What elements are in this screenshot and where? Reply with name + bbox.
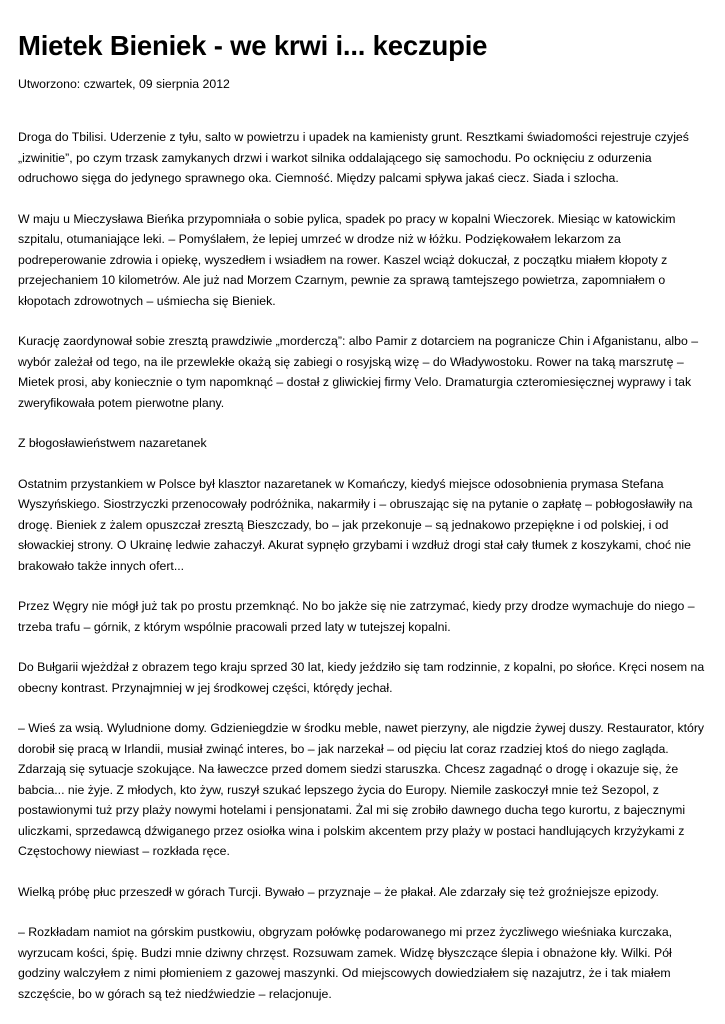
article-body xyxy=(18,127,710,1004)
paragraph: Kurację zaordynował sobie zresztą prawdziwie „morderczą”: albo Pamir z dotarciem na pogranicze Chin i Afganistanu, albo – wybór zależał od tego, na ile przewlekłe okażą się zabiegi o rosyjską wizę – do Władywostoku. Rower na taką marszrutę – Mietek prosi, aby koniecznie o tym napomknąć – dostał z gliwickiej firmy Velo. Dramaturgia czteromiesięcznej wyprawy i tak zweryfikowała potem pierwotne plany. xyxy=(18,334,699,410)
article-title: Mietek Bieniek - we krwi i... keczupie xyxy=(18,30,488,61)
article xyxy=(18,0,710,1024)
paragraph: Przez Węgry nie mógł już tak po prostu przemknąć. No bo jakże się nie zatrzymać, kiedy przy drodze wymachuje do niego – trzeba trafu – górnik, z którym wspólnie pracowali przed laty w tutejszej kopalni. xyxy=(18,599,695,634)
paragraph: – Wieś za wsią. Wyludnione domy. Gdzieniegdzie w środku meble, nawet pierzyny, ale nigdzie żywej duszy. Restaurator, który dorobił się pracą w Irlandii, musiał zwinąć interes, bo – jak narzekał – od pięciu lat coraz rzadziej ktoś do niego zagląda. Zdarzają się sytuacje szokujące. Na ławeczce przed domem siedzi staruszka. Chcesz zagadnąć o drogę i okazuje się, że babcia... nie żyje. Z młodych, kto żyw, ruszył szukać lepszego życia do Europy. Niemile zaskoczył mnie też Sezopol, z postawionymi tuż przy plaży nowymi hotelami i pensjonatami. Żal mi się zrobiło dawnego ducha tego kurortu, z bajecznymi uliczkami, sprzedawcą dźwiganego przez osiołka wina i polskim akcentem przy plaży w postaci handlujących krzyżykami z Częstochowy niewiast – rozkłada ręce. xyxy=(18,721,705,858)
paragraph: Wielką próbę płuc przeszedł w górach Turcji. Bywało – przyznaje – że płakał. Ale zdarzały się też groźniejsze epizody. xyxy=(18,884,659,899)
paragraph: Do Bułgarii wjeżdżał z obrazem tego kraju sprzed 30 lat, kiedy jeździło się tam rodzinnie, z kopalni, po słońce. Kręci nosem na obecny kontrast. Przynajmniej w jej środkowej części, którędy jechał. xyxy=(18,660,705,695)
paragraph: Ostatnim przystankiem w Polsce był klasztor nazaretanek w Komańczy, kiedyś miejsce odosobnienia prymasa Stefana Wyszyńskiego. Siostrzyczki przenocowały podróżnika, nakarmiły i – obruszając się na pytanie o zapłatę – pobłogosławiły na drogę. Bieniek z żalem opuszczał zresztą Bieszczady, bo – jak przekonuje – są jednakowo przepiękne i od polskiej, i od słowackiej strony. O Ukrainę ledwie zahaczył. Akurat sypnęło grzybami i wzdłuż drogi stał cały tłumek z koszykami, choć nie brakowało także innych ofert... xyxy=(18,476,693,573)
paragraph: W maju u Mieczysława Bieńka przypomniała o sobie pylica, spadek po pracy w kopalni Wieczorek. Miesiąc w katowickim szpitalu, otumaniające leki. – Pomyślałem, że lepiej umrzeć w drodze niż w łóżku. Podziękowałem lekarzom za podreperowanie zdrowia i opiekę, wyszedłem i wsiadłem na rower. Kaszel wciąż dokuczał, z początku miałem kłopoty z przejechaniem 10 kilometrów. Ale już nad Morzem Czarnym, pewnie za sprawą tamtejszego powietrza, zapomniałem o kłopotach zdrowotnych – uśmiecha się Bieniek. xyxy=(18,211,676,308)
section-heading: Z błogosławieństwem nazaretanek xyxy=(18,436,207,450)
paragraph: Droga do Tbilisi. Uderzenie z tyłu, salto w powietrzu i upadek na kamienisty grunt. Resztkami świadomości rejestruje czyjeś „izwinitie”, po czym trzask zamykanych drzwi i warkot silnika oddalającego się samochodu. Po ocknięciu z odurzenia odruchowo sięga do jedynego sprawnego oka. Ciemność. Między palcami spływa jakaś ciecz. Siada i szlocha. xyxy=(18,130,689,185)
created-date: Utworzono: czwartek, 09 sierpnia 2012 xyxy=(18,77,230,91)
paragraph: – Rozkładam namiot na górskim pustkowiu, obgryzam połówkę podarowanego mi przez życzliwego wieśniaka kurczaka, wyrzucam kości, śpię. Budzi mnie dziwny chrzęst. Rozsuwam zamek. Widzę błyszczące ślepia i obnażone kły. Wilki. Pół godziny walczyłem z nimi płomieniem z gazowej maszynki. Od miejscowych dowiedziałem się nazajutrz, że i tak miałem szczęście, bo w górach są też niedźwiedzie – relacjonuje. xyxy=(18,925,673,1001)
